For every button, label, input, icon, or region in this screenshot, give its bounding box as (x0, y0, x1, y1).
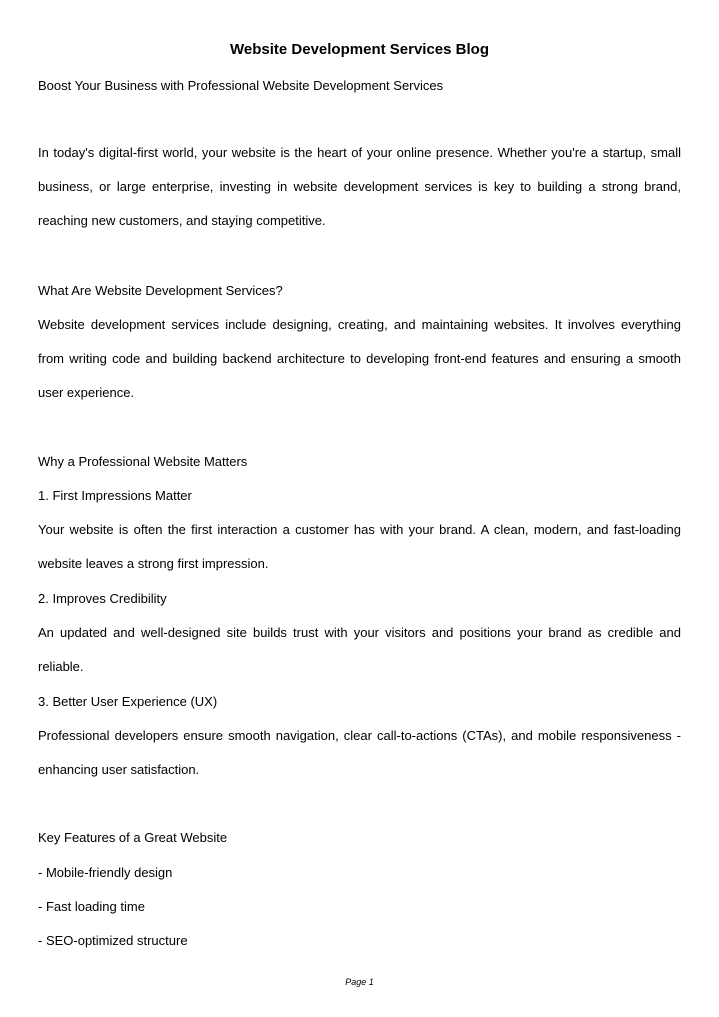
intro-paragraph: In today's digital-first world, your website is the heart of your online presence. Whether you're a startup, small business, or large enterprise, investing in website development services is key to building a strong brand, reaching new customers, and staying competitive. (38, 145, 681, 228)
feature-item-loading: - Fast loading time (38, 899, 145, 914)
section-heading-what: What Are Website Development Services? (38, 283, 283, 298)
feature-item-seo: - SEO-optimized structure (38, 933, 188, 948)
feature-item-mobile: - Mobile-friendly design (38, 865, 173, 880)
body-credibility: An updated and well-designed site builds trust with your visitors and positions your brand as credible and reliable. (38, 625, 681, 674)
section-heading-features: Key Features of a Great Website (38, 830, 228, 845)
section-body-what: Website development services include designing, creating, and maintaining websites. It involves everything from writing code and building backend architecture to developing front-end features and ensuring a smooth user experience. (38, 317, 681, 400)
section-heading-why: Why a Professional Website Matters (38, 454, 248, 469)
document-subtitle: Boost Your Business with Professional Website Development Services (38, 78, 444, 93)
page-number: Page 1 (345, 977, 374, 987)
body-first-impressions: Your website is often the first interaction a customer has with your brand. A clean, modern, and fast-loading website leaves a strong first impression. (38, 522, 681, 571)
body-user-experience: Professional developers ensure smooth navigation, clear call-to-actions (CTAs), and mobile responsiveness - enhancing user satisfaction. (38, 728, 681, 777)
subheading-user-experience: 3. Better User Experience (UX) (38, 694, 218, 709)
document-title: Website Development Services Blog (230, 41, 489, 58)
subheading-credibility: 2. Improves Credibility (38, 591, 167, 606)
subheading-first-impressions: 1. First Impressions Matter (38, 488, 192, 503)
